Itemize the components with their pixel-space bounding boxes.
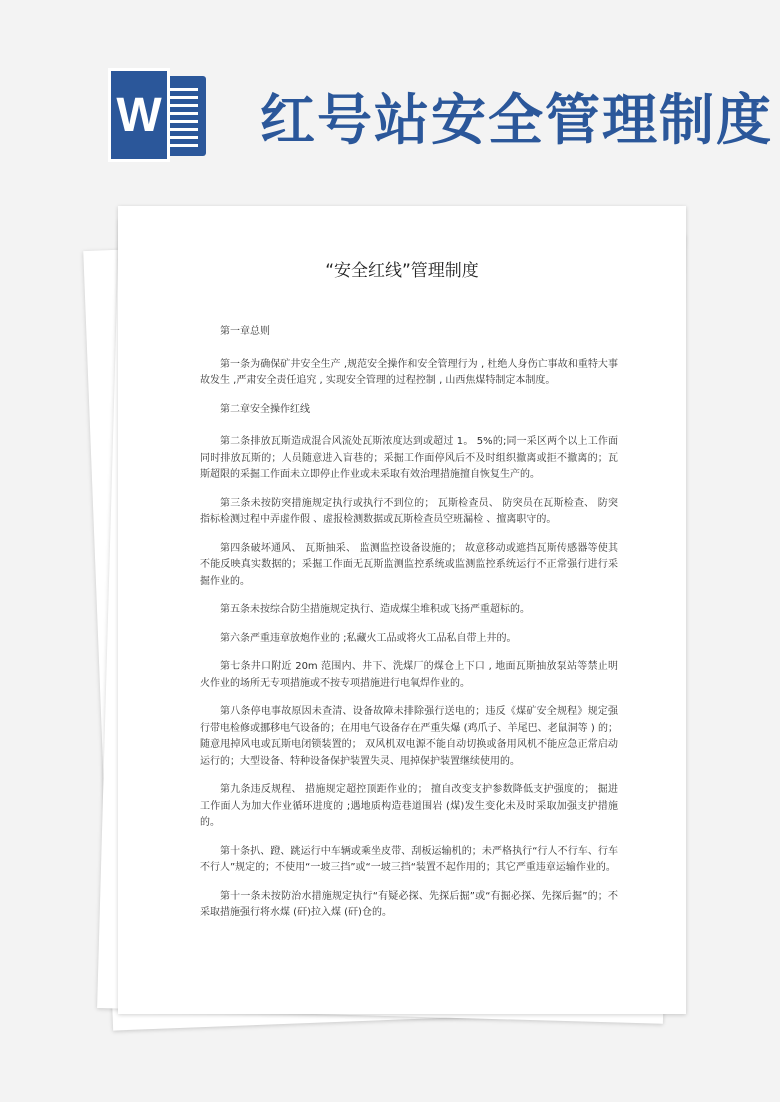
article-paragraph: 第三条未按防突措施规定执行或执行不到位的； 瓦斯检查员、 防突员在瓦斯检查、 防突指标检测过程中弄虚作假 、虚报检测数据或瓦斯检查员空班漏检 、擅离职守的。 xyxy=(200,497,618,525)
banner-header xyxy=(0,0,780,190)
article-paragraph: 第八条停电事故原因未查清、设备故障未排除强行送电的；违反《煤矿安全规程》规定强行带电检修或挪移电气设备的；在用电气设备存在严重失爆 (鸡爪子、羊尾巴、老鼠洞等 ) 的； 随意甩掉风电或瓦斯电闭锁装置的； 双风机双电源不能自动切换或备用风机不能应急正常启动运行的；大型设备、特种设备保护装置失灵、甩掉保护装置继续使用的。 xyxy=(200,706,618,767)
chapter-heading: 第二章安全操作红线 xyxy=(220,403,310,415)
word-document-icon xyxy=(108,68,208,162)
article-paragraph: 第五条未按综合防尘措施规定执行、造成煤尘堆积或飞扬严重超标的。 xyxy=(220,604,530,615)
document-body xyxy=(200,324,618,934)
document-title: “安全红线”管理制度 xyxy=(325,261,479,281)
article-paragraph: 第七条井口附近 20m 范围内、井下、洗煤厂的煤仓上下口 , 地面瓦斯抽放泵站等禁止明火作业的场所无专项措施或不按专项措施进行电氧焊作业的。 xyxy=(200,661,618,689)
article-paragraph: 第十一条未按防治水措施规定执行“有疑必探、先探后掘”或“有掘必探、先探后掘”的；不采取措施强行将水煤 (矸)拉入煤 (矸)仓的。 xyxy=(200,890,618,918)
article-paragraph: 第四条破坏通风、 瓦斯抽采、 监测监控设备设施的； 故意移动或遮挡瓦斯传感器等使其不能反映真实数据的；采掘工作面无瓦斯监测监控系统或监测监控系统运行不正常强行进行采掘作业的。 xyxy=(200,542,618,587)
chapter-heading: 第一章总则 xyxy=(220,326,270,337)
article-paragraph: 第十条扒、蹬、跳运行中车辆或乘坐皮带、刮板运输机的；未严格执行“行人不行车、行车不行人”规定的；不使用“一坡三挡”或“一坡三挡“装置不起作用的；其它严重违章运输作业的。 xyxy=(200,845,618,873)
article-paragraph: 第六条严重违章放炮作业的 ;私藏火工品或将火工品私自带上井的。 xyxy=(220,632,517,644)
banner-title: 红号站安全管理制度 xyxy=(260,87,774,152)
word-icon-letter: W xyxy=(108,68,170,162)
article-paragraph: 第九条违反规程、 措施规定超控顶距作业的； 擅自改变支护参数降低支护强度的； 掘进工作面人为加大作业循环进度的 ;遇地质构造巷道围岩 (煤)发生变化未及时采取加强支护措施的。 xyxy=(200,784,618,828)
document-page xyxy=(118,206,686,1014)
article-paragraph: 第一条为确保矿井安全生产 ,规范安全操作和安全管理行为 , 杜绝人身伤亡事故和重特大事故发生 ,严肃安全责任追究 , 实现安全管理的过程控制 , 山西焦煤特制定本制度。 xyxy=(200,358,618,386)
article-paragraph: 第二条排放瓦斯造成混合风流处瓦斯浓度达到或超过 1。 5%的;同一采区两个以上工作面同时排放瓦斯的；人员随意进入盲巷的；采掘工作面停风后不及时组织撤离或拒不撤离的；瓦斯超限的采掘工作面未立即停止作业或未采取有效治理措施擅自恢复生产的。 xyxy=(200,436,618,480)
